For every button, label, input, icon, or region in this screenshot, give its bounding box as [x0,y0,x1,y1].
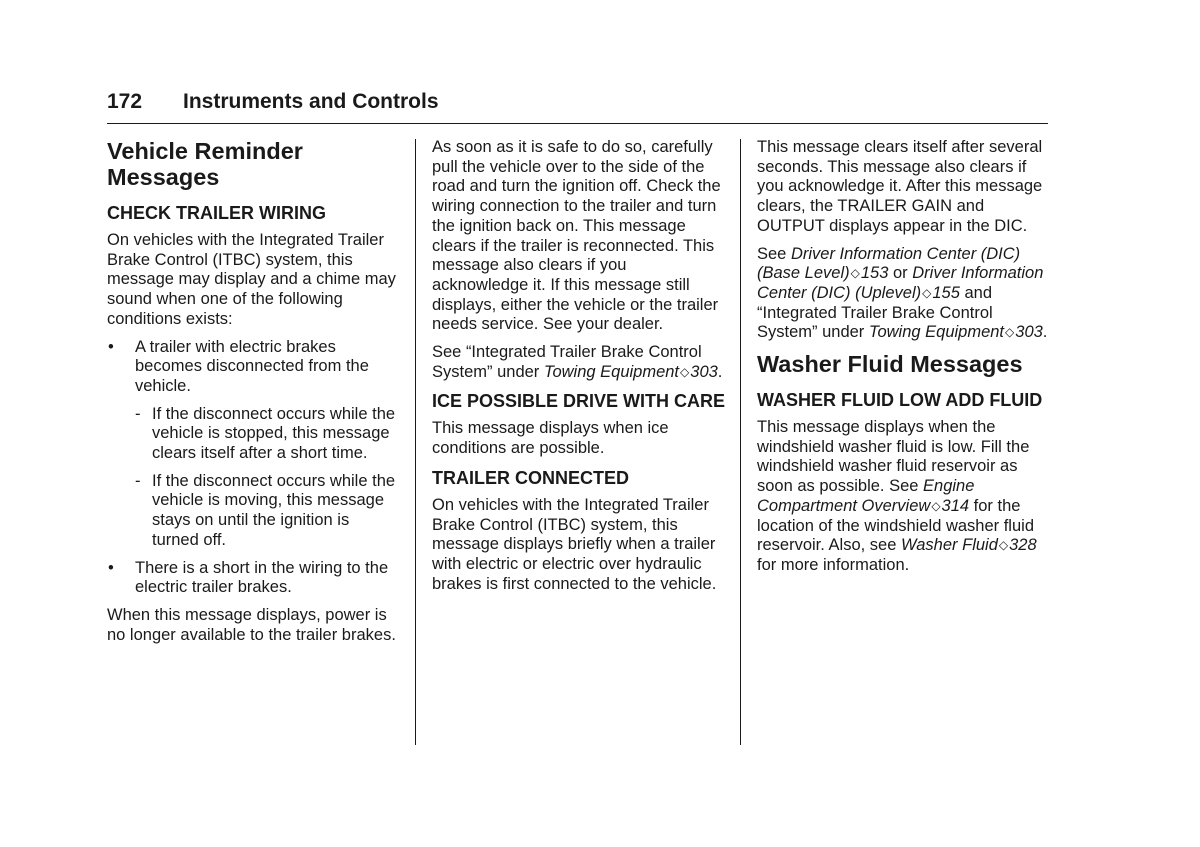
paragraph-text: This message displays when the windshield washer fluid is low. Fill the windshield washer fluid reservoir as soon as possible. See [757,418,1030,496]
ref-link[interactable]: Engine Compartment Overview [757,477,975,515]
header-rule [107,123,1048,124]
dash-icon: - [135,471,141,490]
paragraph: This message clears itself after several seconds. This message also clears if you acknowledge it. After this message clears, the TRAILER GAIN and OUTPUT displays appear in the DIC. [757,138,1043,235]
column-2 [432,138,727,602]
paragraph: On vehicles with the Integrated Trailer Brake Control (ITBC) system, this message displays briefly when a trailer with electric or electric over hydraulic brakes is first connected to the vehicle. [432,495,717,593]
page-number-ref[interactable]: 303 [690,362,718,381]
ref-link[interactable]: Towing Equipment [868,323,1005,342]
paragraph: On vehicles with the Integrated Trailer Brake Control (ITBC) system, this message may display and a chime may sound when one of the following conditions exists: [107,231,396,328]
ref-prefix: See [757,244,791,263]
ref-link[interactable]: Driver Information Center (DIC) (Base Level) [757,244,1021,283]
page-header [107,89,439,115]
ref-connector: or [888,264,913,283]
page-number-ref[interactable]: 328 [1009,536,1037,555]
dash-item [107,472,399,551]
page-ref-icon: ◇ [850,266,860,281]
page-number-ref[interactable]: 155 [932,283,960,302]
dash-text: If the disconnect occurs while the vehicle is stopped, this message clears itself after a short time. [152,404,396,463]
chapter-title: Instruments and Controls [183,90,439,113]
bullet-item [107,338,399,397]
message-heading: ICE POSSIBLE DRIVE WITH CARE [432,391,726,412]
paragraph: This message displays when ice conditions are possible. [432,419,669,458]
paragraph: As soon as it is safe to do so, carefully pull the vehicle over to the side of the road and turn the ignition off. Check the wiring connection to the trailer and turn the ignition back on. This message clears if the trailer is reconnected. This message also clears if you acknowledge it. If this message still displays, either the vehicle or the trailer needs service. See your dealer. [432,138,721,334]
paragraph-text: for more information. [757,555,910,574]
section-title: Vehicle Reminder Messages [107,138,303,190]
column-divider [740,139,741,745]
page-ref-icon: ◇ [680,364,690,379]
column-1 [107,138,399,653]
page-number-ref[interactable]: 153 [860,264,889,283]
section-title: Washer Fluid Messages [757,351,1023,378]
cross-reference [432,343,727,382]
dash-icon: - [135,404,141,423]
page-ref-icon: ◇ [998,538,1009,553]
ref-connector: and “Integrated Trailer Brake Control System” under [757,283,993,342]
message-heading: WASHER FLUID LOW ADD FLUID [757,390,1043,411]
bullet-item [107,559,399,598]
paragraph: When this message displays, power is no longer available to the trailer brakes. [107,605,396,644]
dash-text: If the disconnect occurs while the vehicle is moving, this message stays on until the ignition is turned off. [152,471,396,549]
paragraph [757,418,1052,576]
bullet-text: A trailer with electric brakes becomes disconnected from the vehicle. [135,337,369,395]
dash-item [107,405,399,464]
cross-reference [757,245,1052,344]
page-number: 172 [107,90,143,113]
page-ref-icon: ◇ [922,285,932,300]
ref-link[interactable]: Washer Fluid [900,536,998,555]
bullet-text: There is a short in the wiring to the electric trailer brakes. [135,558,389,597]
column-3 [757,138,1052,584]
bullet-icon: • [108,558,114,577]
message-heading: TRAILER CONNECTED [432,467,629,488]
ref-link[interactable]: Driver Information Center (DIC) (Uplevel) [757,264,1044,302]
page-ref-icon: ◇ [1005,325,1015,340]
page-ref-icon: ◇ [931,498,941,513]
column-divider [415,139,416,745]
period: . [1042,323,1048,342]
ref-link[interactable]: Towing Equipment [543,362,680,381]
page-number-ref[interactable]: 303 [1015,323,1043,342]
period: . [717,362,723,381]
bullet-icon: • [108,337,114,356]
paragraph-text: for the location of the windshield washer fluid reservoir. Also, see [757,496,1034,555]
page-number-ref[interactable]: 314 [941,496,970,515]
ref-prefix: See “Integrated Trailer Brake Control System” under [432,343,702,381]
message-heading: CHECK TRAILER WIRING [107,203,326,223]
